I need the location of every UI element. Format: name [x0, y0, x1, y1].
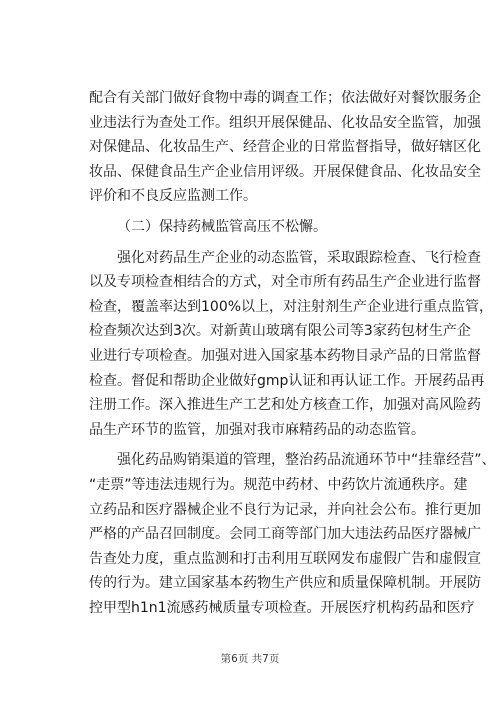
text-line: 以及专项检查相结合的方式，对全市所有药品生产企业进行监督	[89, 274, 481, 291]
text-line: 传的行为。建立国家基本药物生产供应和质量保障机制。开展防	[89, 575, 481, 592]
text-line: 检查频次达到3次。对新黄山玻璃有限公司等3家药包材生产企	[89, 323, 471, 340]
text-line: 配合有关部门做好食物中毒的调查工作；依法做好对餐饮服务企	[89, 90, 481, 106]
text-line: 对保健品、化妆品生产、经营企业的日常监督指导，做好辖区化	[89, 139, 481, 156]
text-line: 品生产环节的监管，加强对我市麻精药品的动态监管。	[89, 421, 425, 438]
section-heading: （二）保持药械监管高压不松懈。	[117, 218, 327, 235]
text-line: 业违法行为查处工作。组织开展保健品、化妆品安全监管，加强	[89, 114, 481, 131]
document-body	[89, 86, 496, 620]
text-line: 妆品、保健食品生产企业信用评级。开展保健食品、化妆品安全	[89, 163, 481, 180]
text-line: 控甲型h1n1流感药械质量专项检查。开展医疗机构药品和医疗	[89, 599, 475, 616]
text-line: 强化药品购销渠道的管理，整治药品流通环节中“挂靠经营”、	[117, 452, 496, 469]
text-line: 评价和不良反应监测工作。	[89, 188, 257, 205]
text-line: “走票”等违法违规行为。规范中药材、中药饮片流通秩序。建	[89, 476, 468, 493]
page-number: 第6页 共7页	[220, 653, 280, 665]
text-line: 检查，覆盖率达到100%以上，对注射剂生产企业进行重点监管，	[89, 298, 494, 315]
text-line: 严格的产品召回制度。会同工商等部门加大违法药品医疗器械广	[89, 526, 481, 543]
text-line: 强化对药品生产企业的动态监管，采取跟踪检查、飞行检查	[117, 249, 481, 266]
text-line: 业进行专项检查。加强对进入国家基本药物目录产品的日常监督	[89, 347, 481, 364]
text-line: 检查。督促和帮助企业做好gmp认证和再认证工作。开展药品再	[89, 372, 485, 389]
text-line: 告查处力度，重点监测和打击利用互联网发布虚假广告和虚假宣	[89, 550, 481, 567]
text-line: 注册工作。深入推进生产工艺和处方核查工作，加强对高风险药	[89, 397, 481, 414]
text-line: 立药品和医疗器械企业不良行为记录，并向社会公布。推行更加	[89, 501, 481, 518]
